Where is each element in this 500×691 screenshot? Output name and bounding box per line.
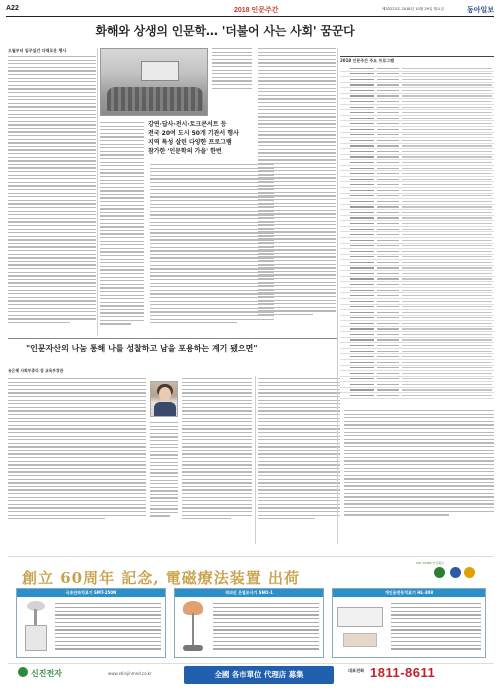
- cert-badge-icon: [464, 567, 475, 578]
- product-card: [16, 588, 166, 658]
- company-website[interactable]: www.shinjinmed.co.kr: [108, 671, 152, 676]
- infrared-lamp-image: [179, 601, 209, 653]
- schedule-row: [340, 393, 494, 399]
- cert-badge-icon: [450, 567, 461, 578]
- product-name: 개인용전동치료기 HL-308: [333, 589, 485, 597]
- cert-badge-icon: [434, 567, 445, 578]
- main-headline: 화해와 상생의 인문학… '더불어 사는 사회' 꿈꾼다: [95, 24, 355, 38]
- microwave-device-image: [21, 601, 51, 653]
- certification-badges: ISO 13485 인증획득: [416, 561, 476, 579]
- phone-number[interactable]: 1811-8611: [370, 665, 436, 680]
- product-card: [174, 588, 324, 658]
- issue-date: 제33223호 2018년 10월 29일 월요일: [381, 7, 444, 11]
- interview-text-column-3: [258, 378, 340, 522]
- company-logo: 신진전자: [18, 667, 62, 679]
- phone-label: 대표전화: [348, 668, 365, 673]
- product-name: 적외선 온열조사기 SNO-1: [175, 589, 323, 597]
- minister-portrait: [150, 381, 178, 417]
- product-name: 극초단파치료기 SMT-250N: [17, 589, 165, 597]
- interview-text-column-1: [8, 378, 146, 522]
- company-logo-icon: [18, 667, 28, 677]
- article-text-column-1: [8, 56, 96, 326]
- interview-text-column-2b: [150, 422, 178, 519]
- ad-title: 創立 60周年 記念, 電磁療法装置 出荷: [22, 569, 300, 587]
- interview-text-column-2: [182, 378, 252, 522]
- event-photo: [100, 48, 208, 116]
- agency-recruitment-banner: 全國 各市單位 代理店 募集: [184, 666, 334, 684]
- schedule-footnote: [344, 410, 494, 518]
- photo-people: [107, 87, 203, 111]
- medical-device-advertisement: [8, 556, 494, 687]
- section-title: 2018 인문주간: [234, 7, 279, 14]
- photo-banner: [141, 61, 179, 81]
- product-card: [332, 588, 486, 658]
- page-number: A22: [6, 5, 19, 12]
- article-text-column-2: [100, 122, 144, 327]
- therapy-device-image: [337, 601, 387, 653]
- photo-caption-column: [212, 48, 252, 91]
- interview-headline: "인문자산의 나눔 통해 나를 성찰하고 남을 포용하는 계기 됐으면": [26, 344, 258, 353]
- article-text-column-4: [258, 48, 336, 318]
- article-subtitle: 오월부터 일주일간 다채로운 행사: [8, 48, 67, 53]
- ad-footer: [8, 663, 494, 685]
- page-header: [6, 4, 494, 17]
- section-divider: [8, 338, 338, 339]
- article-text-column-3: [150, 164, 274, 326]
- pull-quote: 강연·답사·전시·토크콘서트 등 전국 20여 도시 50개 기관서 행사 지역 특성 살린 다양한 프로그램 참가한 '인문학의 가을' 한번: [148, 121, 239, 155]
- newspaper-logo: 동아일보: [466, 5, 494, 14]
- schedule-title: 2018 인문주간 주요 프로그램: [340, 58, 394, 63]
- interview-byline: 유은혜 사회부총리 겸 교육부장관: [8, 368, 64, 373]
